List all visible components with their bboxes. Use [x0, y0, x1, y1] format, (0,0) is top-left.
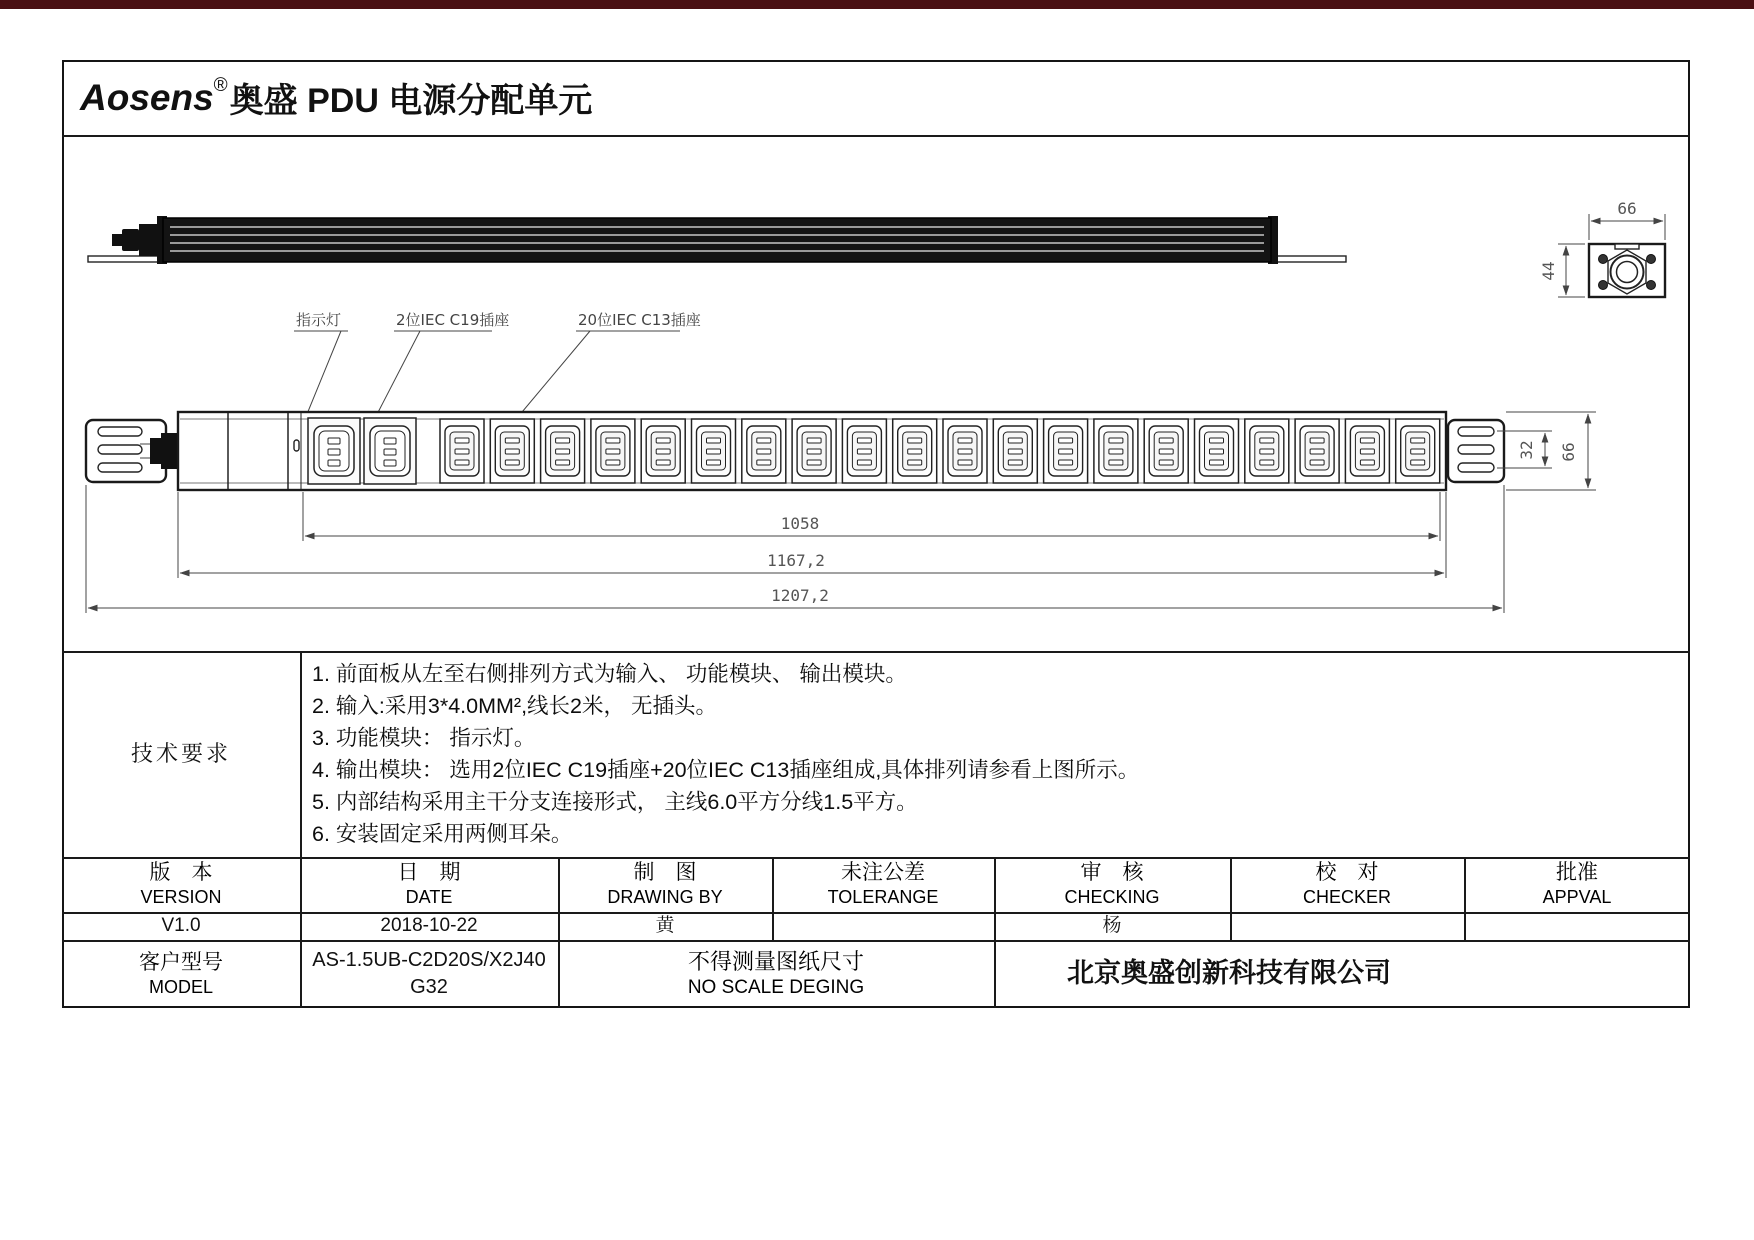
- tech-line: 5. 内部结构采用主干分支连接形式， 主线6.0平方分线1.5平方。: [312, 789, 918, 814]
- cell-tolerance-value: [772, 912, 994, 940]
- tech-line: 2. 输入:采用3*4.0MM²,线长2米， 无插头。: [312, 693, 717, 718]
- cell-model-value: AS-1.5UB-C2D20S/X2J40G32: [312, 949, 546, 998]
- dim-label-end-width: 66: [1617, 199, 1637, 218]
- th-checking: 审 核 CHECKING: [1064, 861, 1160, 908]
- th-tolerance: 未注公差 TOLERANGE: [827, 861, 939, 908]
- top-accent-bar: [0, 0, 1754, 9]
- dim-label-overall-length: 1207,2: [771, 586, 829, 605]
- dim-label-socket-span: 1058: [780, 514, 820, 533]
- registered-mark: ®: [213, 75, 228, 96]
- cell-checker-value: [1230, 912, 1464, 940]
- brand-logo: Aosens: [80, 76, 214, 118]
- sheet-title-text: 奥盛 PDU 电源分配单元: [229, 82, 593, 120]
- th-date: 日 期 DATE: [397, 861, 461, 908]
- cell-version-value: V1.0: [161, 915, 201, 937]
- th-approval: 批准 APPVAL: [1542, 861, 1612, 908]
- cell-drawing-by-value: 黄: [655, 915, 675, 937]
- tech-line: 1. 前面板从左至右侧排列方式为输入、 功能模块、 输出模块。: [312, 661, 907, 686]
- callout-c19-label: 2位IEC C19插座: [396, 311, 510, 329]
- tech-line: 6. 安装固定采用两侧耳朵。: [312, 821, 573, 846]
- dim-label-ear-slot: 32: [1517, 440, 1536, 460]
- divider-title: [62, 135, 1690, 137]
- cell-checking-value: 杨: [1102, 915, 1122, 937]
- th-version: 版 本 VERSION: [140, 861, 222, 908]
- tech-requirements-label: 技术要求: [130, 741, 231, 767]
- tech-line: 4. 输出模块： 选用2位IEC C19插座+20位IEC C13插座组成,具体排列请参看上图所示。: [312, 757, 1140, 782]
- callout-indicator-label: 指示灯: [296, 311, 342, 329]
- cell-approval-value: [1464, 912, 1690, 940]
- dim-label-body-length: 1167,2: [767, 551, 825, 570]
- sheet-title: [80, 60, 592, 135]
- divider-tech-label: [300, 651, 302, 857]
- th-checker: 校 对 CHECKER: [1302, 861, 1391, 908]
- dim-label-end-height: 44: [1539, 261, 1558, 281]
- callout-c13-label: 20位IEC C13插座: [578, 311, 701, 329]
- tech-line: 3. 功能模块： 指示灯。: [312, 725, 536, 750]
- cell-model-label: 客户型号 MODEL: [139, 950, 223, 997]
- dim-label-panel-height: 66: [1559, 442, 1578, 462]
- cell-date-value: 2018-10-22: [380, 915, 478, 937]
- cell-no-scale-notice: 不得测量图纸尺寸 NO SCALE DEGING: [687, 949, 865, 998]
- th-drawing: 制 图 DRAWING BY: [607, 861, 723, 908]
- tech-requirements-list: [312, 653, 1682, 855]
- cell-company-name: 北京奥盛创新科技有限公司: [1067, 958, 1391, 989]
